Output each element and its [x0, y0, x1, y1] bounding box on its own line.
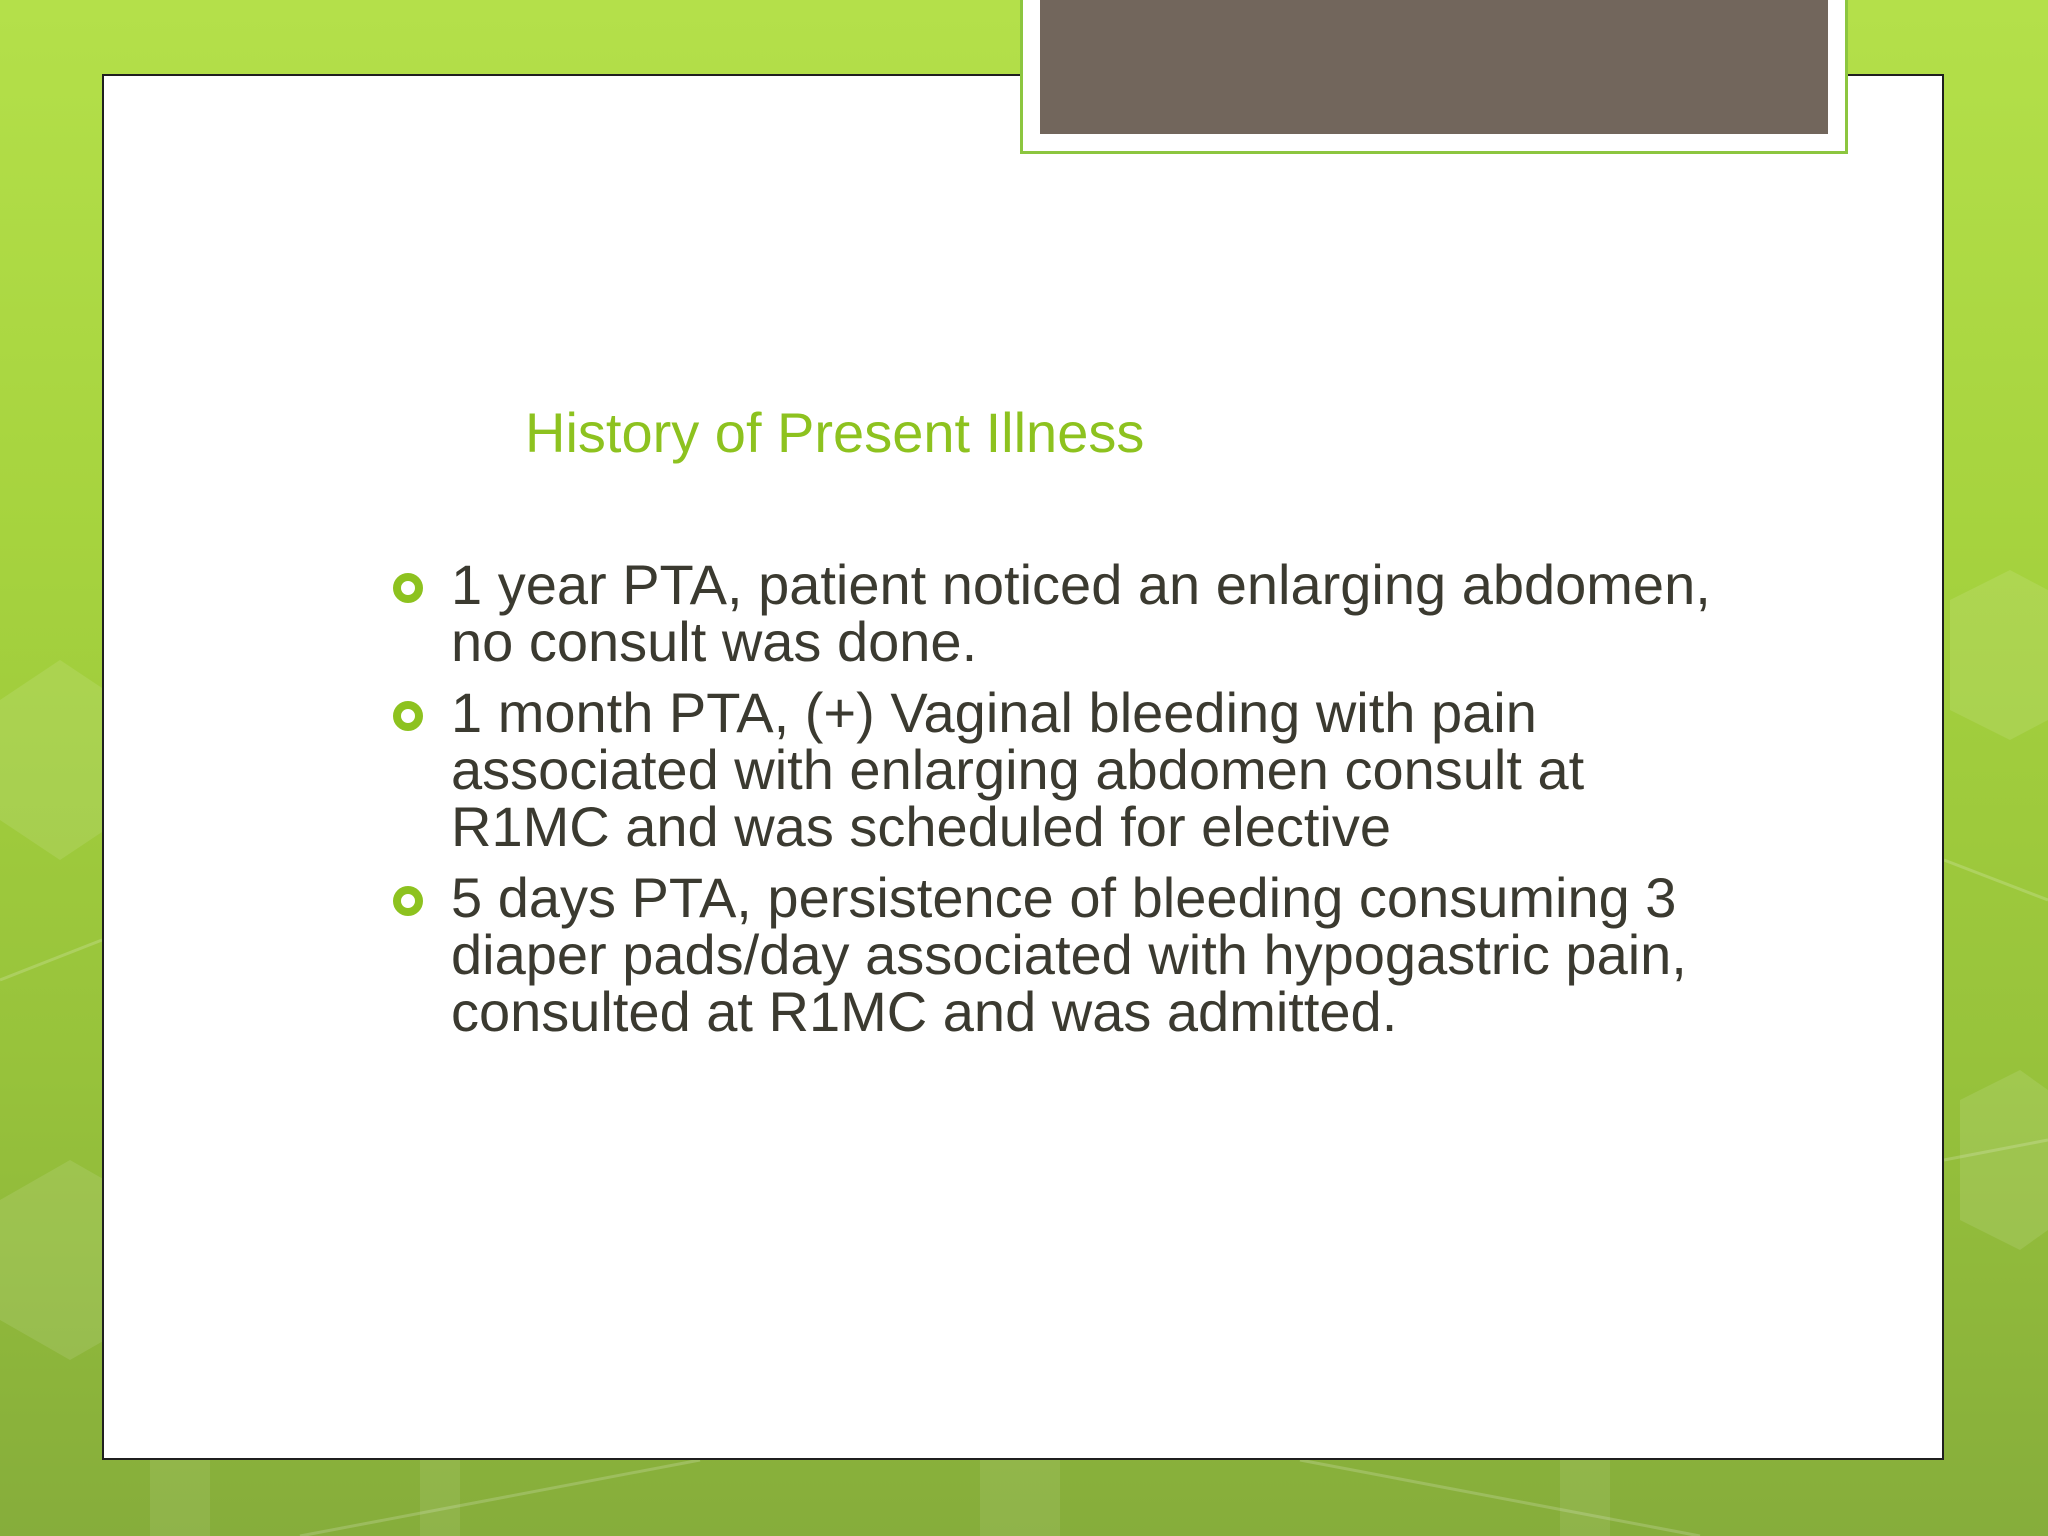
bullet-text: 1 year PTA, patient noticed an enlarging abdomen, no consult was done. — [451, 553, 1711, 673]
circle-bullet-icon — [393, 886, 423, 916]
circle-bullet-icon — [393, 701, 423, 731]
bullet-list — [390, 553, 1730, 1054]
circle-bullet-icon — [393, 573, 423, 603]
bullet-text: 1 month PTA, (+) Vaginal bleeding with pain associated with enlarging abdomen consult at R1MC and was scheduled for elective — [451, 681, 1585, 858]
bullet-item-1 — [390, 553, 1730, 673]
title-tab — [1040, 0, 1828, 134]
bullet-text: 5 days PTA, persistence of bleeding consuming 3 diaper pads/day associated with hypogastric pain, consulted at R1MC and was admitted. — [451, 866, 1687, 1043]
slide-title: History of Present Illness — [525, 401, 1145, 464]
bullet-item-2 — [390, 681, 1730, 858]
bullet-item-3 — [390, 866, 1730, 1043]
